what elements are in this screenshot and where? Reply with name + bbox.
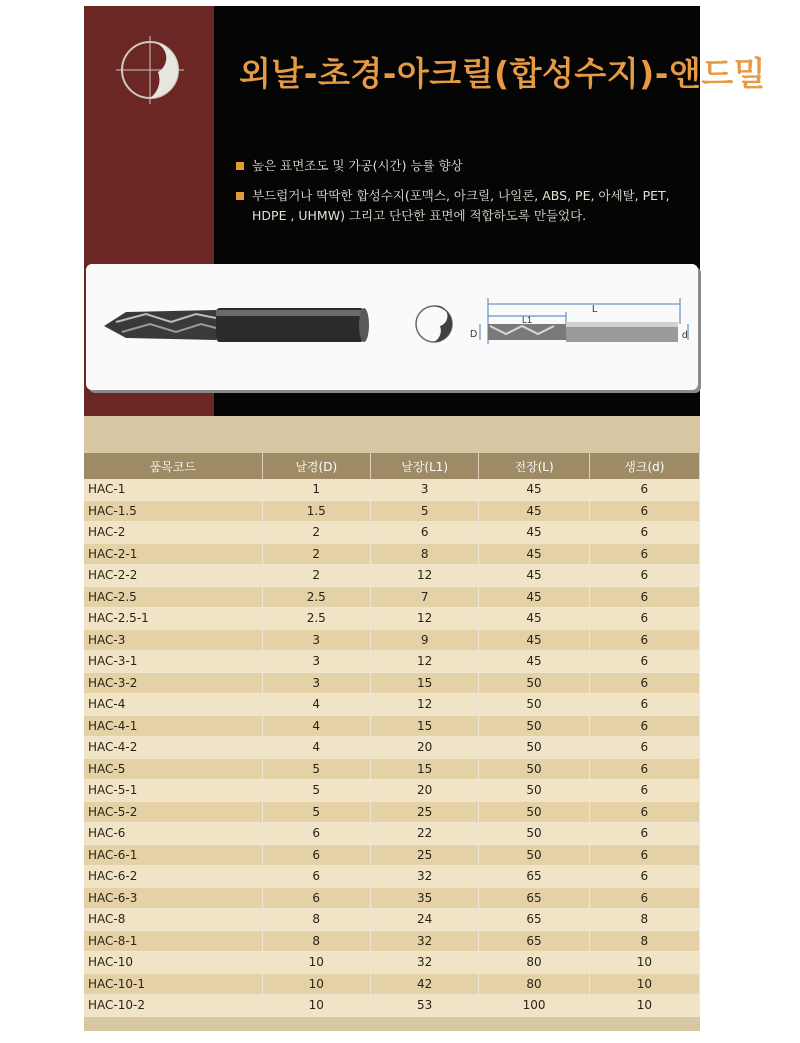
spec-cell: 6 (589, 608, 699, 630)
spec-cell: 50 (479, 801, 589, 823)
spec-cell: 80 (479, 973, 589, 995)
table-row (84, 500, 700, 522)
product-code-cell: HAC-6-1 (84, 844, 262, 866)
spec-cell: 8 (370, 543, 478, 565)
table-row (84, 672, 700, 694)
spec-cell: 50 (479, 844, 589, 866)
product-code-cell: HAC-2 (84, 522, 262, 544)
spec-cell: 12 (370, 565, 478, 587)
spec-cell: 2 (262, 522, 370, 544)
spec-cell: 5 (262, 758, 370, 780)
spec-cell: 6 (589, 844, 699, 866)
spec-cell: 50 (479, 672, 589, 694)
col-header: 날장(L1) (370, 453, 478, 479)
spec-cell: 6 (370, 522, 478, 544)
spec-cell: 32 (370, 866, 478, 888)
product-code-cell: HAC-2-2 (84, 565, 262, 587)
table-row (84, 909, 700, 931)
product-code-cell: HAC-3-2 (84, 672, 262, 694)
spec-cell: 65 (479, 909, 589, 931)
spec-cell: 6 (262, 823, 370, 845)
spec-cell: 50 (479, 715, 589, 737)
spec-cell: 5 (370, 500, 478, 522)
product-illustration (86, 264, 698, 390)
spec-cell: 22 (370, 823, 478, 845)
feature-list (236, 156, 686, 236)
spec-cell: 2.5 (262, 608, 370, 630)
spec-cell: 6 (589, 715, 699, 737)
product-code-cell: HAC-2-1 (84, 543, 262, 565)
spec-cell: 6 (262, 866, 370, 888)
spec-cell: 10 (262, 952, 370, 974)
product-code-cell: HAC-6 (84, 823, 262, 845)
spec-cell: 15 (370, 758, 478, 780)
spec-cell: 10 (589, 952, 699, 974)
product-image-panel (86, 264, 698, 390)
product-code-cell: HAC-3-1 (84, 651, 262, 673)
spec-cell: 5 (262, 801, 370, 823)
spec-cell: 45 (479, 543, 589, 565)
spec-cell: 6 (589, 887, 699, 909)
table-row (84, 479, 700, 500)
feature-item (236, 186, 686, 226)
spec-cell: 7 (370, 586, 478, 608)
table-row (84, 715, 700, 737)
dimension-label-d: d (682, 330, 688, 341)
spec-cell: 80 (479, 952, 589, 974)
spec-cell: 6 (589, 694, 699, 716)
spec-cell: 2.5 (262, 586, 370, 608)
spec-cell: 4 (262, 737, 370, 759)
spec-cell: 6 (589, 651, 699, 673)
spec-cell: 45 (479, 500, 589, 522)
col-header: 품목코드 (84, 453, 262, 479)
spec-cell: 15 (370, 672, 478, 694)
spec-cell: 2 (262, 543, 370, 565)
product-code-cell: HAC-6-3 (84, 887, 262, 909)
spec-cell: 8 (262, 930, 370, 952)
spec-cell: 32 (370, 930, 478, 952)
spec-cell: 45 (479, 629, 589, 651)
spec-cell: 45 (479, 608, 589, 630)
product-code-cell: HAC-1.5 (84, 500, 262, 522)
spec-cell: 6 (589, 565, 699, 587)
spec-cell: 6 (589, 629, 699, 651)
header-band (84, 6, 767, 416)
spec-table-wrapper (84, 453, 700, 1017)
product-code-cell: HAC-10-2 (84, 995, 262, 1017)
product-code-cell: HAC-5-2 (84, 801, 262, 823)
table-row (84, 973, 700, 995)
table-row (84, 823, 700, 845)
spec-cell: 3 (262, 672, 370, 694)
table-row (84, 543, 700, 565)
spec-cell: 50 (479, 823, 589, 845)
spec-cell: 6 (589, 737, 699, 759)
spec-cell: 1 (262, 479, 370, 500)
table-body (84, 479, 700, 1016)
spec-cell: 6 (589, 586, 699, 608)
spec-cell: 6 (589, 758, 699, 780)
spec-cell: 5 (262, 780, 370, 802)
dimension-label-L1: L1 (522, 315, 533, 325)
table-row (84, 694, 700, 716)
spec-cell: 12 (370, 608, 478, 630)
spec-cell: 50 (479, 780, 589, 802)
product-code-cell: HAC-6-2 (84, 866, 262, 888)
feature-text: 높은 표면조도 및 가공(시간) 능률 향상 (252, 158, 463, 173)
spec-cell: 50 (479, 758, 589, 780)
spec-cell: 10 (589, 973, 699, 995)
product-code-cell: HAC-2.5 (84, 586, 262, 608)
spec-cell: 45 (479, 565, 589, 587)
spec-cell: 53 (370, 995, 478, 1017)
bullet-square-icon (236, 162, 244, 170)
product-code-cell: HAC-8 (84, 909, 262, 931)
cross-section-icon (416, 306, 452, 342)
dimension-label-D: D (470, 329, 478, 340)
spec-cell: 8 (262, 909, 370, 931)
spec-cell: 20 (370, 737, 478, 759)
spec-cell: 35 (370, 887, 478, 909)
spec-cell: 6 (589, 866, 699, 888)
table-row (84, 758, 700, 780)
spec-cell: 10 (262, 995, 370, 1017)
product-code-cell: HAC-4-2 (84, 737, 262, 759)
table-row (84, 565, 700, 587)
spec-cell: 1.5 (262, 500, 370, 522)
table-row (84, 844, 700, 866)
spec-cell: 6 (589, 543, 699, 565)
table-row (84, 952, 700, 974)
spec-cell: 65 (479, 866, 589, 888)
spec-cell: 6 (589, 823, 699, 845)
endmill-cross-section-icon (112, 32, 188, 108)
product-code-cell: HAC-4-1 (84, 715, 262, 737)
spec-cell: 6 (589, 500, 699, 522)
spec-cell: 45 (479, 479, 589, 500)
spec-cell: 10 (589, 995, 699, 1017)
spec-cell: 45 (479, 651, 589, 673)
spec-cell: 24 (370, 909, 478, 931)
spec-cell: 4 (262, 715, 370, 737)
page-title: 외날-초경-아크릴(합성수지)-앤드밀 (239, 54, 767, 93)
spec-cell: 50 (479, 694, 589, 716)
spec-cell: 3 (262, 651, 370, 673)
spec-cell: 42 (370, 973, 478, 995)
dimension-label-L: L (592, 304, 598, 315)
spec-cell: 50 (479, 737, 589, 759)
spec-cell: 6 (589, 801, 699, 823)
spec-cell: 6 (262, 844, 370, 866)
bullet-square-icon (236, 192, 244, 200)
table-row (84, 586, 700, 608)
spec-cell: 15 (370, 715, 478, 737)
spec-cell: 25 (370, 844, 478, 866)
col-header: 전장(L) (479, 453, 589, 479)
product-code-cell: HAC-1 (84, 479, 262, 500)
spec-cell: 8 (589, 909, 699, 931)
product-code-cell: HAC-8-1 (84, 930, 262, 952)
spec-table (84, 453, 700, 1017)
spec-cell: 12 (370, 651, 478, 673)
product-code-cell: HAC-5-1 (84, 780, 262, 802)
product-code-cell: HAC-10-1 (84, 973, 262, 995)
spec-cell: 12 (370, 694, 478, 716)
spec-cell: 65 (479, 930, 589, 952)
table-row (84, 608, 700, 630)
spec-cell: 4 (262, 694, 370, 716)
spec-cell: 2 (262, 565, 370, 587)
spec-cell: 10 (262, 973, 370, 995)
col-header: 생크(d) (589, 453, 699, 479)
product-code-cell: HAC-3 (84, 629, 262, 651)
table-row (84, 522, 700, 544)
spec-cell: 6 (589, 522, 699, 544)
spec-cell: 3 (370, 479, 478, 500)
spec-cell: 65 (479, 887, 589, 909)
product-code-cell: HAC-2.5-1 (84, 608, 262, 630)
product-code-cell: HAC-5 (84, 758, 262, 780)
table-row (84, 866, 700, 888)
table-row (84, 801, 700, 823)
spec-cell: 100 (479, 995, 589, 1017)
table-row (84, 737, 700, 759)
col-header: 날경(D) (262, 453, 370, 479)
spec-cell: 6 (589, 780, 699, 802)
product-code-cell: HAC-4 (84, 694, 262, 716)
spec-cell: 25 (370, 801, 478, 823)
spec-cell: 20 (370, 780, 478, 802)
table-row (84, 930, 700, 952)
endmill-photo (104, 308, 369, 342)
spec-cell: 9 (370, 629, 478, 651)
product-code-cell: HAC-10 (84, 952, 262, 974)
table-row (84, 887, 700, 909)
spec-cell: 32 (370, 952, 478, 974)
spec-cell: 3 (262, 629, 370, 651)
spec-cell: 6 (589, 479, 699, 500)
spec-cell: 45 (479, 522, 589, 544)
table-row (84, 780, 700, 802)
feature-item (236, 156, 686, 176)
spec-cell: 45 (479, 586, 589, 608)
table-header-row (84, 453, 700, 479)
table-row (84, 995, 700, 1017)
catalog-page (84, 6, 767, 1031)
spec-cell: 8 (589, 930, 699, 952)
table-row (84, 629, 700, 651)
spec-cell: 6 (589, 672, 699, 694)
feature-text: 부드럽거나 딱딱한 합성수지(포맥스, 아크릴, 나일론, ABS, PE, 아세탈, PET, HDPE , UHMW) 그리고 단단한 표면에 적합하도록 만들었다. (252, 188, 670, 223)
spec-cell: 6 (262, 887, 370, 909)
table-row (84, 651, 700, 673)
